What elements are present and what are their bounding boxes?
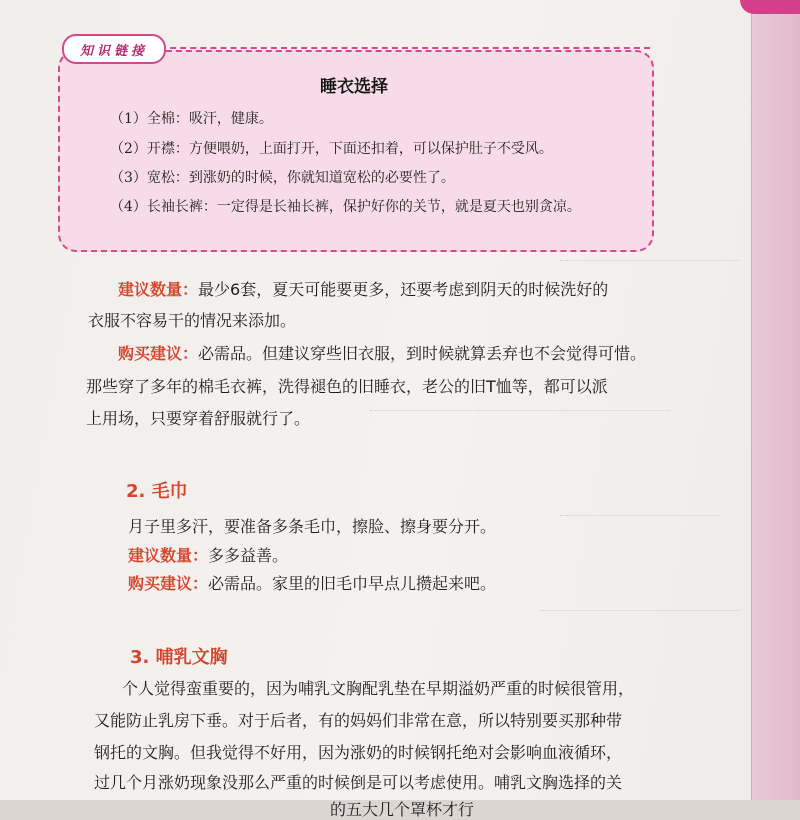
bra-line-2: 又能防止乳房下垂。对于后者，有的妈妈们非常在意，所以特别要买那种带 [94, 711, 623, 730]
towel-buy-line [128, 571, 496, 594]
buy-text: 必需品。家里的旧毛巾早点儿攒起来吧。 [208, 574, 497, 593]
tip-tag: 知识链接 [62, 34, 166, 64]
pajama-buy-line [118, 341, 646, 364]
buy-label: 购买建议： [128, 574, 209, 593]
quantity-text: 最少6套，夏天可能要更多，还要考虑到阴天的时候洗好的 [198, 280, 609, 299]
section-heading-nursing-bra: 3. 哺乳文胸 [130, 647, 228, 668]
pajama-buy-line-2: 那些穿了多年的棉毛衣裤，洗得褪色的旧睡衣，老公的旧T恤等，都可以派 [86, 377, 608, 396]
pajama-quantity-line [118, 277, 608, 300]
corner-tab [740, 0, 800, 14]
tip-item: （3）宽松：到涨奶的时候，你就知道宽松的必要性了。 [110, 170, 455, 186]
tip-item: （2）开襟：方便喂奶，上面打开，下面还扣着，可以保护肚子不受风。 [110, 141, 553, 157]
towel-line-1: 月子里多汗，要准备多条毛巾，擦脸、擦身要分开。 [128, 517, 497, 536]
section-heading-towel: 2. 毛巾 [126, 481, 188, 502]
page-edge-band [751, 0, 800, 800]
bleed-through-texture [370, 410, 670, 425]
pajama-buy-line-3: 上用场，只要穿着舒服就行了。 [86, 409, 311, 428]
buy-text: 必需品。但建议穿些旧衣服，到时候就算丢弃也不会觉得可惜。 [198, 344, 647, 363]
bra-line-1: 个人觉得蛮重要的，因为哺乳文胸配乳垫在早期溢奶严重的时候很管用， [122, 679, 635, 698]
bleed-through-texture [540, 610, 740, 625]
bra-line-4: 过几个月涨奶现象没那么严重的时候倒是可以考虑使用。哺乳文胸选择的关 [94, 773, 623, 792]
tip-tag-divider [160, 47, 650, 49]
quantity-text: 多多益善。 [208, 546, 289, 565]
tip-item: （1）全棉：吸汗，健康。 [110, 111, 273, 127]
bleed-through-texture [560, 515, 720, 530]
bleed-through-texture [560, 260, 740, 275]
towel-quantity-line [128, 543, 288, 566]
bra-line-3: 钢托的文胸。但我觉得不好用，因为涨奶的时候钢托绝对会影响血液循环， [94, 743, 623, 762]
quantity-label: 建议数量： [128, 546, 209, 565]
tip-title: 睡衣选择 [320, 77, 388, 97]
buy-label: 购买建议： [118, 344, 199, 363]
bra-line-5: 的五大几个罩杯才行 [330, 800, 475, 819]
tip-item: （4）长袖长裤：一定得是长袖长裤，保护好你的关节，就是夏天也别贪凉。 [110, 199, 581, 215]
quantity-label: 建议数量： [118, 280, 199, 299]
pajama-quantity-line-2: 衣服不容易干的情况来添加。 [88, 311, 297, 330]
